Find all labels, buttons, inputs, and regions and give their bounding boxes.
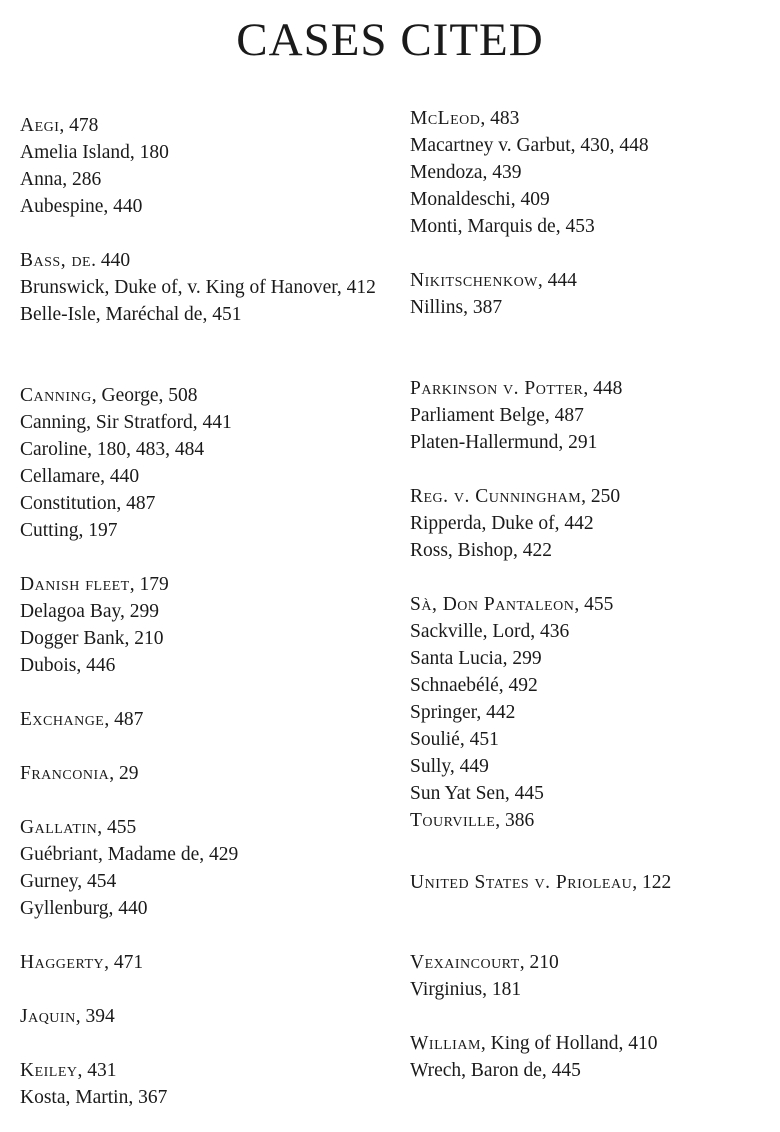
index-entry [410,510,770,537]
index-entry [410,672,770,699]
entry-text: . 440 [91,250,131,271]
index-entry [20,868,380,895]
index-group [20,1057,380,1111]
index-entry [20,517,380,544]
index-group [410,375,770,456]
page-title: CASES CITED [236,14,544,66]
entry-text: , 487 [104,709,144,730]
entry-head: Haggerty [20,952,105,973]
index-entry [20,1057,380,1084]
index-entry [20,274,380,301]
entry-text: Kosta, Martin, 367 [20,1087,168,1108]
index-entry [410,645,770,672]
index-group [410,483,770,564]
index-group [20,814,380,922]
entry-text: , 122 [632,872,672,893]
entry-head: Danish fleet [20,574,130,595]
index-entry [410,976,770,1003]
index-entry [410,159,770,186]
entry-text: Sully, 449 [410,756,489,777]
index-entry [410,402,770,429]
index-entry [20,436,380,463]
index-group [410,869,770,896]
index-entry [410,375,770,402]
entry-head: Jaquin [20,1006,76,1027]
index-entry [20,706,380,733]
index-group [410,267,770,321]
entry-text: Sun Yat Sen, 445 [410,783,544,804]
index-entry [410,105,770,132]
index-entry [410,699,770,726]
entry-text: Canning, Sir Stratford, 441 [20,412,232,433]
index-entry [410,807,770,834]
index-entry [410,186,770,213]
entry-text: Anna, 286 [20,169,102,190]
entry-text: , 386 [495,810,535,831]
entry-text: , 455 [574,594,614,615]
entry-text: , 471 [104,952,144,973]
entry-head: Reg. v. Cunningham [410,486,582,507]
index-entry [410,591,770,618]
index-entry [20,598,380,625]
index-entry [410,132,770,159]
index-group [410,591,770,807]
index-entry [410,1030,770,1057]
entry-head: Gallatin [20,817,98,838]
index-entry [20,571,380,598]
index-entry [410,780,770,807]
entry-text: Constitution, 487 [20,493,156,514]
entry-head: United States v. Prioleau [410,872,633,893]
index-entry [410,483,770,510]
index-entry [20,490,380,517]
index-group [410,949,770,1003]
index-entry [20,760,380,787]
entry-text: Delagoa Bay, 299 [20,601,159,622]
index-entry [20,409,380,436]
entry-text: Gyllenburg, 440 [20,898,148,919]
index-group [410,105,770,240]
index-entry [20,814,380,841]
index-entry [20,193,380,220]
entry-text: Caroline, 180, 483, 484 [20,439,205,460]
entry-head: Vexaincourt [410,952,520,973]
entry-text: Aubespine, 440 [20,196,143,217]
index-group [20,760,380,787]
entry-text: , George, 508 [91,385,198,406]
entry-head: Sà, Don Pantaleon [410,594,575,615]
index-entry [410,429,770,456]
index-group [20,706,380,733]
entry-head: Keiley [20,1060,78,1081]
entry-text: Brunswick, Duke of, v. King of Hanover, 412 [20,277,376,298]
entry-text: Ross, Bishop, 422 [410,540,552,561]
entry-text: Wrech, Baron de, 445 [410,1060,581,1081]
entry-text: Soulié, 451 [410,729,499,750]
entry-text: , 431 [77,1060,117,1081]
index-entry [410,267,770,294]
index-group [20,949,380,976]
entry-text: Virginius, 181 [410,979,522,1000]
index-entry [20,112,380,139]
entry-text: Platen-Hallermund, 291 [410,432,598,453]
entry-text: Dogger Bank, 210 [20,628,164,649]
entry-text: Parliament Belge, 487 [410,405,584,426]
entry-text: , 448 [583,378,623,399]
index-entry [410,1057,770,1084]
entry-text: Guébriant, Madame de, 429 [20,844,239,865]
entry-head: Parkinson v. Potter [410,378,584,399]
index-entry [410,537,770,564]
entry-text: Monti, Marquis de, 453 [410,216,595,237]
entry-text: , 444 [537,270,577,291]
index-group [410,1030,770,1084]
entry-text: , 179 [129,574,169,595]
entry-text: , 455 [97,817,137,838]
index-entry [20,463,380,490]
index-entry [20,841,380,868]
entry-head: Exchange [20,709,105,730]
index-entry [20,166,380,193]
index-entry [410,213,770,240]
entry-text: Sackville, Lord, 436 [410,621,570,642]
index-entry [20,949,380,976]
index-entry [20,247,380,274]
entry-head: Franconia [20,763,110,784]
index-entry [20,1084,380,1111]
entry-text: Springer, 442 [410,702,516,723]
index-group [20,247,380,328]
index-group [20,382,380,544]
index-entry [410,726,770,753]
index-group [20,571,380,679]
entry-text: , 483 [480,108,520,129]
index-entry [410,294,770,321]
entry-text: Dubois, 446 [20,655,116,676]
index-entry [20,625,380,652]
index-entry [410,753,770,780]
index-entry [20,895,380,922]
entry-text: Amelia Island, 180 [20,142,169,163]
index-entry [20,301,380,328]
entry-head: William [410,1033,481,1054]
entry-head: Nikitschenkow [410,270,538,291]
entry-text: Mendoza, 439 [410,162,522,183]
entry-text: Schnaebélé, 492 [410,675,538,696]
entry-head: Canning [20,385,92,406]
entry-text: Ripperda, Duke of, 442 [410,513,594,534]
entry-text: Cellamare, 440 [20,466,140,487]
entry-text: Santa Lucia, 299 [410,648,542,669]
entry-head: McLeod [410,108,481,129]
entry-head: Tourville [410,810,496,831]
index-entry [20,382,380,409]
index-entry [20,139,380,166]
entry-text: , 478 [59,115,99,136]
entry-text: , 29 [109,763,139,784]
entry-head: Aegi [20,115,60,136]
index-group [410,807,770,834]
entry-text: Monaldeschi, 409 [410,189,550,210]
entry-head: Bass, de [20,250,92,271]
entry-text: , 250 [581,486,621,507]
index-entry [410,869,770,896]
entry-text: Macartney v. Garbut, 430, 448 [410,135,649,156]
entry-text: , King of Holland, 410 [480,1033,658,1054]
entry-text: Nillins, 387 [410,297,503,318]
entry-text: , 210 [519,952,559,973]
entry-text: Cutting, 197 [20,520,118,541]
index-entry [20,1003,380,1030]
index-entry [20,652,380,679]
index-group [20,112,380,220]
entry-text: , 394 [75,1006,115,1027]
index-entry [410,618,770,645]
index-group [20,1003,380,1030]
index-entry [410,949,770,976]
entry-text: Gurney, 454 [20,871,117,892]
entry-text: Belle-Isle, Maréchal de, 451 [20,304,242,325]
